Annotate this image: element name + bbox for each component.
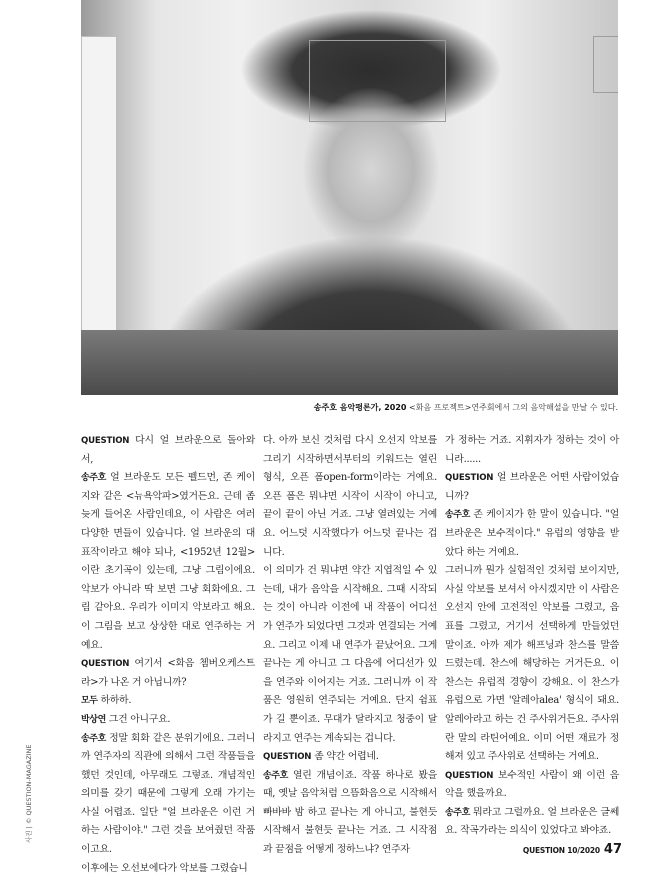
paragraph	[81, 730, 255, 860]
caption-text: <화음 프로젝트>연주회에서 그의 음악해설을 만날 수 있다.	[406, 403, 618, 412]
paragraph-text: 여기서 <화음 쳄버오케스트라>가 나온 거 아닙니까?	[81, 658, 255, 688]
speaker-label: 모두	[81, 696, 98, 707]
paragraph	[81, 692, 255, 711]
speaker-label: QUESTION	[263, 752, 312, 763]
wall-frame	[81, 36, 117, 338]
paragraph-text: 이후에는 오선보에다가 악보를 그렸습니	[81, 862, 248, 874]
paragraph-text: 다시 얼 브라운으로 돌아와서,	[81, 435, 255, 465]
paragraph	[445, 506, 619, 562]
paragraph	[445, 562, 619, 767]
paragraph	[81, 469, 255, 655]
paragraph	[263, 432, 437, 562]
paragraph	[81, 711, 255, 730]
paragraph	[445, 804, 619, 841]
paragraph-text: 얼 브라운은 어떤 사람이었습니까?	[445, 472, 619, 502]
speaker-label: QUESTION	[81, 659, 130, 670]
speaker-label: QUESTION	[81, 436, 130, 446]
paragraph-text: 좀 약간 어렵네.	[311, 751, 379, 763]
wall-frame	[593, 36, 618, 93]
photo-caption	[81, 402, 618, 413]
paragraph-text: 그러니까 뭔가 실험적인 것처럼 보이지만, 사실 악보를 보셔서 아시겠지만 이 사람은 오선지 안에 고전적인 악보를 그렸고, 음표를 그렸고, 거기서 선택하게 만들었던 말이죠. 아까 제가 해프닝과 찬스를 말씀드렸는데. 찬스에 해당하는 거거든요. 이 찬스는 유럽적 경향이 강해요. 이 찬스가 유럽으로 가면 '알레아alea' 형식이 돼요. 알레아라고 하는 건 주사위거든요. 주사위란 말의 라틴어예요. 이미 어떤 재료가 정해져 있고 주사위로 선택하는 거예요.	[445, 565, 619, 763]
paragraph	[263, 562, 437, 748]
paragraph	[81, 432, 255, 469]
paragraph	[263, 767, 437, 860]
speaker-label: 송주호	[263, 770, 288, 781]
paragraph-text: 존 케이지가 한 말이 있습니다. "얼 브라운은 보수적이다." 유럽의 영향을 받았다 하는 거예요.	[445, 509, 619, 558]
speaker-label: 송주호	[445, 807, 470, 818]
text-column-1	[81, 432, 255, 878]
paragraph-text: 다. 아까 보신 것처럼 다시 오선지 악보를 그리기 시작하면서부터의 키워드는 열린 형식, 오픈 폼open-form이라는 거예요. 오픈 폼은 뭐냐면 시작이 시작이 아니고, 끝이 끝이 아닌 거죠. 그냥 열려있는 거예요. 어느덧 시작했다가 어느덧 끝나는 겁니다.	[263, 435, 437, 558]
speaker-label: 송주호	[81, 473, 106, 484]
paragraph-text: 열린 개념이죠. 작품 하나로 봤을 때, 옛날 음악처럼 으뜸화음으로 시작해서 빠바바 밤 하고 끝나는 게 아니고, 불현듯 시작해서 불현듯 끝나는 거죠. 그 시작점과 끝점을 어떻게 정하느냐? 연주자	[263, 769, 437, 856]
paragraph	[81, 860, 255, 879]
photo-credit: 사진 | © QUESTION-MAGAZINE	[25, 744, 33, 843]
paragraph-text: 이 의미가 건 뭐냐면 약간 지엽적일 수 있는데, 내가 음악을 시작해요. 그때 시작되는 것이 아니라 이전에 내 작품이 어디선가 연주가 되었다면 그것과 연결되는 거예요. 그리고 이제 내 연주가 끝났어요. 그게 끝나는 게 아니고 그 다음에 어디선가 있을 연주와 이어지는 거죠. 그러니까 이 작품은 영원히 연주되는 거예요. 단지 쉼표가 길 뿐이죠. 무대가 달라지고 청중이 달라지고 연주는 계속되는 겁니다.	[263, 565, 437, 744]
paragraph	[263, 748, 437, 767]
paragraph-text: 하하하.	[97, 695, 132, 707]
speaker-label: QUESTION	[445, 473, 494, 484]
paragraph-text: 그건 아니구요.	[105, 713, 171, 725]
speaker-label: QUESTION	[445, 770, 494, 781]
page-folio	[523, 838, 622, 857]
paragraph-text: 가 정하는 거죠. 지휘자가 정하는 것이 아니라......	[445, 435, 619, 465]
portrait-photo	[81, 0, 618, 395]
paragraph-text: 뭐라고 그럴까요. 얼 브라운은 글쎄요. 작곡가라는 의식이 있었다고 봐야죠.	[445, 806, 619, 837]
paragraph	[445, 767, 619, 804]
text-column-2	[263, 432, 437, 860]
paragraph-text: 정말 회화 같은 분위기에요. 그러니까 연주자의 직관에 의해서 그런 작품들을 했던 것인데, 아무래도 그렇죠. 개념적인 의미를 갖기 때문에 그렇게 오래 가기는 사실 어렵죠. 일단 "얼 브라운은 이런 거 하는 사람이야." 그런 것을 보여줬던 작품이고요.	[81, 732, 255, 856]
paragraph-text: 보수적인 사람이 왜 이런 음악을 했을까요.	[445, 769, 619, 800]
speaker-label: 박상연	[81, 714, 106, 725]
paragraph-text: 얼 브라운도 모든 펠드먼, 존 케이지와 같은 <뉴욕악파>였거든요. 근데 좀 늦게 들어온 사람인데요, 이 사람은 여러 다양한 면들이 있습니다. 얼 브라운의 대표작이라고 해야 되나, <1952년 12월>이란 초기곡이 있는데, 그냥 그림이에요. 악보가 아니라 딱 보면 그냥 회화에요. 그림 같아요. 우리가 이미지 악보라고 해요. 이 그림을 보고 상상한 대로 연주하는 거예요.	[81, 472, 255, 651]
speaker-label: 송주호	[445, 510, 470, 521]
text-column-3	[445, 432, 619, 841]
speaker-label: 송주호	[81, 733, 106, 744]
paragraph	[445, 432, 619, 469]
magazine-issue: QUESTION 10/2020	[522, 846, 600, 855]
wall-frame	[309, 40, 446, 122]
table-surface	[81, 330, 618, 395]
page-number: 47	[603, 842, 622, 857]
paragraph	[445, 469, 619, 506]
caption-name: 송주호 음악평론가, 2020	[313, 403, 407, 412]
paragraph	[81, 655, 255, 692]
